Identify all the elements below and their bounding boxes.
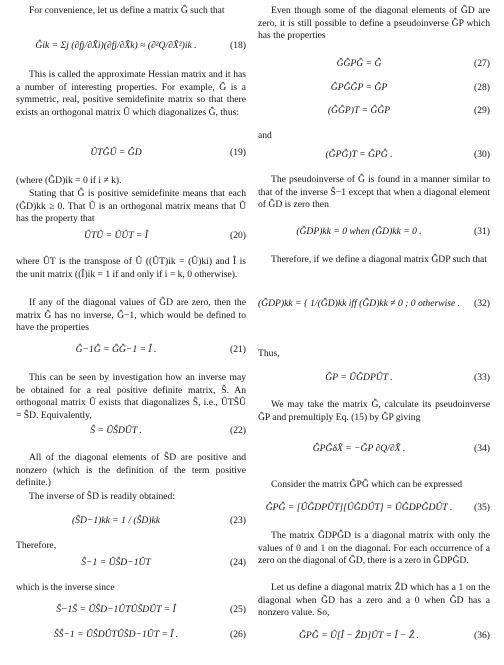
paragraph: All of the diagonal elements of ŜD are positive and nonzero (which is the definition of the term positive definite.): [16, 452, 246, 489]
equation-body: Ŝ−1 = ÛŜD−1ÛT: [81, 557, 151, 568]
paragraph: For convenience, let us define a matrix Ĝ such that: [29, 5, 225, 16]
equation-body: Ŝ = ÛŜDÛT .: [90, 425, 142, 436]
paragraph: where ÛT is the transpose of Û ((ÛT)ik = (Û)ki) and Î is the unit matrix ((Î)ik = 1 if and only if i = k, 0 otherwise).: [16, 256, 246, 280]
equation-number: (23): [230, 515, 246, 526]
equation-body: Ĝ−1Ĝ = ĜĜ−1 = Î .: [75, 344, 157, 355]
equation-body: Ŝ−1Ŝ = ÛŜD−1ÛTÛŜDÛT = Î: [56, 604, 176, 615]
equation-23: [16, 505, 246, 539]
equation-body: ĜP = ÛĜDPÛT .: [325, 372, 393, 383]
equation-number: (35): [474, 502, 490, 513]
equation-number: (18): [230, 40, 246, 51]
paragraph: Let us define a diagonal matrix ẐD which has a 1 on the diagonal when ĜD has a zero and a 0 when ĜD has a nonzero value. So,: [258, 582, 490, 619]
equation-number: (30): [474, 149, 490, 160]
equation-body: (ĜPĜ)T = ĜPĜ .: [325, 149, 393, 160]
equation-body: ĜPĜ = Û[Î − ẐD]ÛT = Î − Ẑ .: [298, 630, 420, 641]
equation-body: ĜPĜδX̂ = −ĜP ∂Q/∂X̂ .: [312, 443, 406, 454]
equation-31: [258, 226, 490, 242]
equation-number: (33): [474, 372, 490, 383]
equation-body: ÛTĜÛ = ĜD: [90, 147, 142, 158]
equation-number: (28): [474, 82, 490, 93]
equation-number: (20): [230, 230, 246, 241]
equation-number: (22): [230, 425, 246, 436]
equation-body: ÛTÛ = ÛÛT = Î: [84, 230, 148, 241]
paragraph: If any of the diagonal values of ĜD are zero, then the matrix Ĝ has no inverse, Ĝ−1, which would be defined to have the properties: [16, 297, 246, 334]
paragraph: Stating that Ĝ is positive semidefinite means that each (ĜD)kk ≥ 0. That Û is an orthogonal matrix means that Û has the property that: [16, 188, 246, 225]
equation-34: [258, 433, 490, 467]
equation-body: ĜĜPĜ = Ĝ: [336, 58, 382, 69]
paragraph: Therefore, if we define a diagonal matrix ĜDP such that: [271, 254, 487, 265]
equation-number: (21): [230, 344, 246, 355]
equation-number: (36): [474, 630, 490, 641]
equation-22: [16, 425, 246, 441]
equation-body: (ĜDP)kk = 0 when (ĜD)kk = 0 .: [296, 226, 422, 237]
equation-number: (29): [474, 105, 490, 116]
equation-36: [258, 630, 490, 646]
paragraph: Therefore,: [16, 540, 57, 551]
paragraph: The inverse of ŜD is readily obtained:: [29, 491, 176, 502]
paragraph: Thus,: [258, 348, 280, 359]
paragraph: Consider the matrix ĜPĜ which can be expressed: [271, 479, 463, 490]
equation-26: [16, 629, 246, 645]
equation-27: [258, 58, 490, 74]
equation-number: (24): [230, 557, 246, 568]
equation-number: (34): [474, 443, 490, 454]
equation-body: (ĜĜP)T = ĜĜP: [327, 105, 391, 116]
paragraph: (where (ĜD)ik = 0 if i ≠ k).: [16, 175, 122, 186]
paragraph: which is the inverse since: [16, 582, 115, 593]
equation-number: (27): [474, 58, 490, 69]
equation-25: [16, 604, 246, 620]
equation-24: [16, 557, 246, 573]
paragraph: and: [258, 130, 272, 141]
equation-number: (32): [474, 298, 490, 309]
equation-body: ĜPĜĜP = ĜP: [330, 82, 388, 93]
paragraph: We may take the matrix Ĝ, calculate its pseudoinverse ĜP and premultiply Eq. (15) by ĜP giving: [258, 399, 490, 423]
equation-20: [16, 230, 246, 246]
equation-number: (31): [474, 226, 490, 237]
equation-19: [16, 147, 246, 163]
equation-21: [16, 344, 246, 360]
equation-35: [258, 502, 490, 518]
paragraph: The pseudoinverse of Ĝ is found in a manner similar to that of the inverse Ŝ−1 except that when a diagonal element of ĜD is zero then: [258, 174, 490, 211]
equation-29: [258, 105, 490, 121]
equation-18: [16, 30, 246, 64]
equation-32: [258, 276, 490, 336]
equation-body: (ŜD−1)kk = 1 / (ŜD)kk: [71, 515, 161, 526]
equation-body: ŜŜ−1 = ÛŜDÛTÛŜD−1ÛT = Î .: [53, 629, 179, 640]
equation-30: [258, 149, 490, 165]
equation-number: (26): [230, 629, 246, 640]
paragraph: This can be seen by investigation how an inverse may be obtained for a real positive definite matrix, Ŝ. An orthogonal matrix Û exists that diagonalizes Ŝ, i.e., ÛTŜÛ = ŜD. Equivalently,: [16, 372, 246, 421]
paragraph: The matrix ĜDPĜD is a diagonal matrix with only the values of 0 and 1 on the diagonal. For each occurrence of a zero on the diagonal of ĜD, there is a zero in ĜDPĜD.: [258, 530, 490, 567]
equation-body: (ĜDP)kk = { 1/(ĜD)kk iff (ĜD)kk ≠ 0 ; 0 otherwise .: [258, 298, 461, 309]
equation-33: [258, 372, 490, 388]
equation-body: ĜPĜ = [ÛĜDPÛT][ÛĜDÛT] = ÛĜDPĜDÛT .: [265, 502, 453, 513]
paragraph: This is called the approximate Hessian matrix and it has a number of interesting properties. For example, Ĝ is a symmetric, real, positive semidefinite matrix so that there exists an orthogonal matrix Û which diagonalizes Ĝ, thus:: [16, 69, 246, 118]
equation-body: Ĝik = Σj (∂fj/∂X̂i)(∂fj/∂X̂k) ≈ (∂²Q/∂X̂²)ik .: [35, 40, 197, 51]
equation-28: [258, 82, 490, 98]
paragraph: Even though some of the diagonal elements of ĜD are zero, it is still possible to define a pseudoinverse ĜP which has the properties: [258, 5, 490, 42]
equation-number: (19): [230, 147, 246, 158]
equation-number: (25): [230, 604, 246, 615]
